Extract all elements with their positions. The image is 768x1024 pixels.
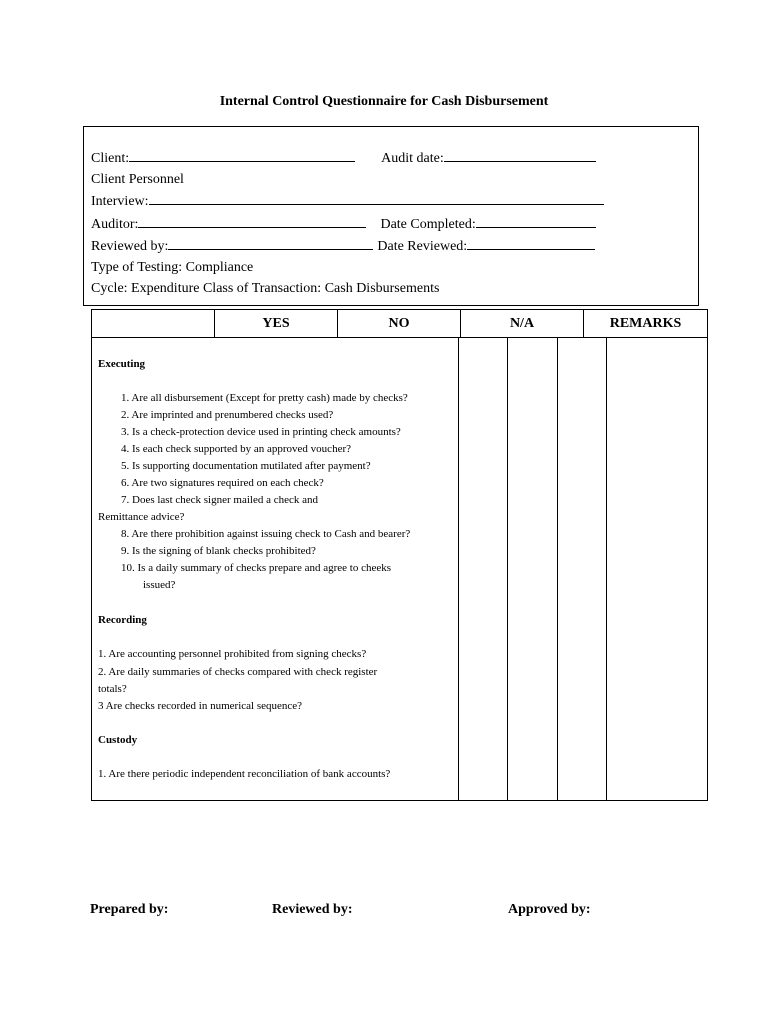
date-reviewed-label: Date Reviewed:	[377, 239, 468, 255]
list-item: 9. Is the signing of blank checks prohibited?	[121, 545, 316, 557]
audit-date-field[interactable]	[444, 147, 596, 162]
reviewed-by-label: Reviewed by:	[91, 239, 169, 255]
column-header-remarks: REMARKS	[609, 315, 682, 331]
client-personnel-row	[91, 170, 604, 191]
list-item: 3 Are checks recorded in numerical sequence?	[98, 700, 303, 712]
interview-field[interactable]	[149, 190, 604, 205]
type-of-testing: Type of Testing: Compliance	[91, 259, 254, 275]
list-item: 6. Are two signatures required on each check?	[121, 477, 324, 489]
date-reviewed-field[interactable]	[467, 235, 595, 250]
auditor-label: Auditor:	[91, 216, 139, 232]
list-item: 4. Is each check supported by an approved voucher?	[121, 443, 351, 455]
column-header-question	[92, 310, 215, 337]
column-header-no: NO	[338, 310, 461, 337]
client-label: Client:	[91, 151, 130, 166]
list-item: 1. Are accounting personnel prohibited from signing checks?	[98, 648, 367, 660]
auditor-row	[91, 213, 604, 236]
section-title-recording: Recording	[98, 614, 147, 626]
column-divider	[507, 338, 508, 800]
interview-label: Interview:	[91, 194, 149, 210]
list-item: 8. Are there prohibition against issuing check to Cash and bearer?	[121, 528, 411, 540]
list-item: 10. Is a daily summary of checks prepare and agree to cheeks	[121, 562, 391, 574]
list-item: Remittance advice?	[98, 511, 185, 523]
list-item: 2. Are imprinted and prenumbered checks used?	[121, 409, 334, 421]
list-item: issued?	[143, 579, 176, 591]
list-item: 2. Are daily summaries of checks compared with check register	[98, 666, 378, 678]
list-item: 1. Are all disbursement (Except for pretty cash) made by checks?	[121, 392, 408, 404]
header-info-box	[83, 126, 699, 306]
client-field[interactable]	[129, 147, 355, 162]
prepared-by-label: Prepared by:	[90, 902, 169, 917]
list-item: 3. Is a check-protection device used in printing check amounts?	[121, 426, 401, 438]
section-title-executing: Executing	[98, 358, 146, 370]
reviewed-by-row	[91, 235, 604, 258]
list-item: 5. Is supporting documentation mutilated after payment?	[121, 460, 371, 472]
column-divider	[557, 338, 558, 800]
section-title-custody: Custody	[98, 734, 138, 746]
column-divider	[606, 338, 607, 800]
interview-row	[91, 190, 604, 213]
questionnaire-table-body	[91, 337, 708, 801]
audit-date-label: Audit date:	[381, 151, 444, 166]
list-item: 1. Are there periodic independent reconciliation of bank accounts?	[98, 768, 391, 780]
table-header-row	[91, 309, 708, 338]
reviewed-by-field[interactable]	[168, 235, 373, 250]
date-completed-field[interactable]	[476, 213, 596, 228]
client-row	[91, 147, 604, 170]
reviewed-by-signature-label: Reviewed by:	[272, 902, 353, 917]
list-item: totals?	[98, 683, 127, 695]
column-header-yes: YES	[215, 310, 338, 337]
auditor-field[interactable]	[138, 213, 366, 228]
column-header-na: N/A	[461, 310, 584, 337]
list-item: 7. Does last check signer mailed a check and	[121, 494, 319, 506]
date-completed-label: Date Completed:	[380, 216, 476, 232]
cycle-line: Cycle: Expenditure Class of Transaction: Cash Disbursements	[91, 280, 440, 296]
approved-by-label: Approved by:	[508, 902, 591, 917]
column-divider	[458, 338, 459, 800]
client-personnel-label: Client Personnel	[91, 171, 184, 187]
document-title: Internal Control Questionnaire for Cash Disbursement	[219, 94, 549, 109]
